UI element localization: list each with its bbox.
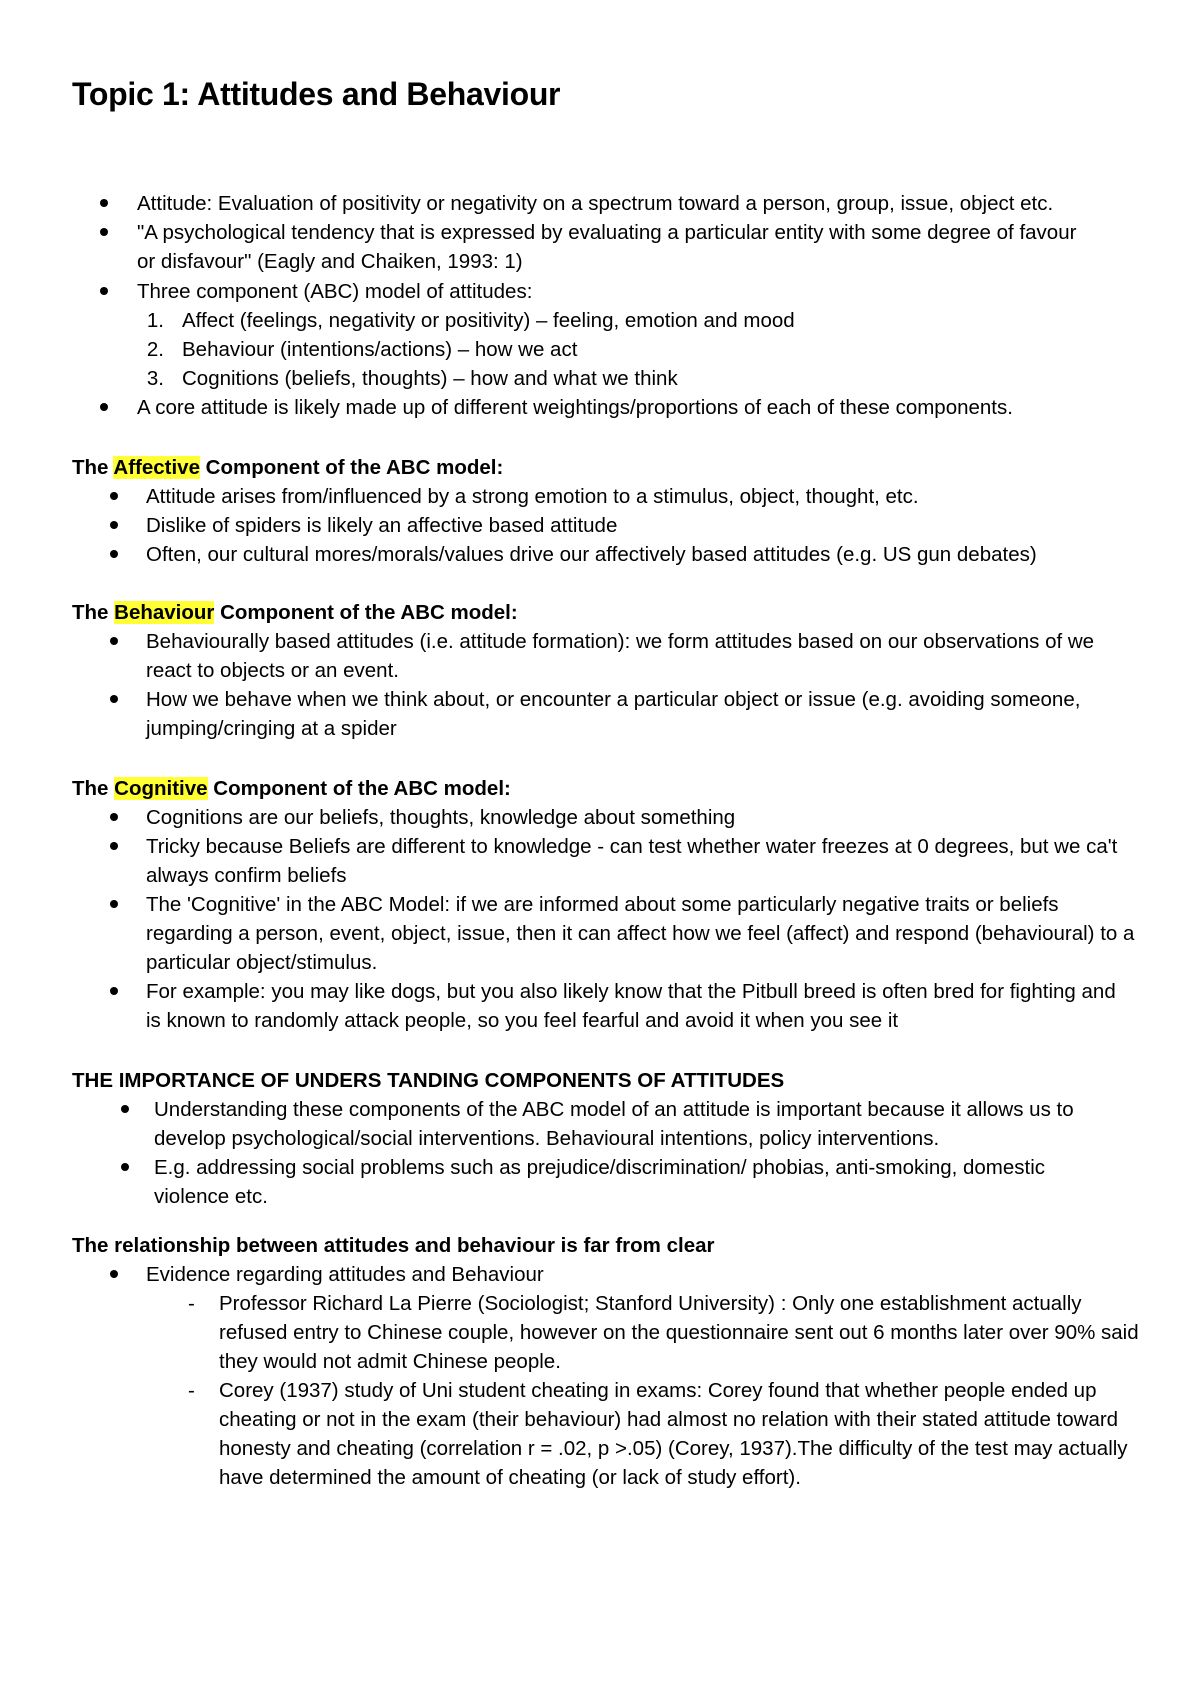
relationship-bullet-1: Evidence regarding attitudes and Behaviour — [146, 1263, 544, 1286]
list-number: 1. — [146, 309, 164, 332]
cognitive-bullet-3: The 'Cognitive' in the ABC Model: if we are informed about some particularly negative traits or beliefs regarding a person, event, object, issue, then it can affect how we feel (affect) and respond (behavioural) to a particular object/stimulus. — [146, 893, 1135, 974]
bullet-icon — [100, 403, 108, 411]
behaviour-bullet-1: Behaviourally based attitudes (i.e. attitude formation): we form attitudes based on our observations of we react to objects or an event. — [146, 630, 1095, 682]
affective-bullet-3: Often, our cultural mores/morals/values drive our affectively based attitudes (e.g. US gun debates) — [146, 543, 1037, 566]
bullet-icon — [110, 900, 118, 908]
dash-marker: - — [188, 1379, 195, 1402]
importance-bullet-1: Understanding these components of the ABC model of an attitude is important because it allows us to develop psychological/social interventions. Behavioural intentions, policy interventions. — [154, 1098, 1074, 1150]
bullet-icon — [110, 492, 118, 500]
cognitive-bullet-4: For example: you may like dogs, but you also likely know that the Pitbull breed is often bred for fighting and is known to randomly attack people, so you feel fearful and avoid it when you see it — [146, 980, 1116, 1032]
section-heading-relationship: The relationship between attitudes and behaviour is far from clear — [72, 1234, 715, 1257]
numbered-item-3: Cognitions (beliefs, thoughts) – how and what we think — [182, 367, 678, 390]
section-heading-importance: THE IMPORTANCE OF UNDERS TANDING COMPONENTS OF ATTITUDES — [72, 1069, 785, 1092]
relationship-subitem-1: Professor Richard La Pierre (Sociologist; Stanford University) : Only one establishment actually refused entry to Chinese couple, however on the questionnaire sent out 6 months later over 90% said they would not admit Chinese people. — [219, 1292, 1139, 1373]
bullet-icon — [110, 637, 118, 645]
relationship-subitem-2: Corey (1937) study of Uni student cheating in exams: Corey found that whether people ended up cheating or not in the exam (their behaviour) had almost no relation with their stated attitude toward honesty and cheating (correlation r = .02, p >.05) (Corey, 1937).The difficulty of the test may actually have determined the amount of cheating (or lack of study effort). — [219, 1379, 1128, 1489]
numbered-item-2: Behaviour (intentions/actions) – how we act — [182, 338, 578, 361]
section-heading-behaviour: The Behaviour Component of the ABC model: — [72, 601, 518, 624]
intro-bullet-4: A core attitude is likely made up of different weightings/proportions of each of these components. — [137, 396, 1013, 419]
highlight-cognitive: Cognitive — [114, 777, 208, 800]
bullet-icon — [100, 287, 108, 295]
highlight-behaviour: Behaviour — [114, 601, 215, 624]
bullet-icon — [110, 695, 118, 703]
bullet-icon — [100, 199, 108, 207]
bullet-icon — [110, 813, 118, 821]
behaviour-bullet-2: How we behave when we think about, or encounter a particular object or issue (e.g. avoiding someone, jumping/cringing at a spider — [146, 688, 1081, 740]
section-heading-cognitive: The Cognitive Component of the ABC model: — [72, 777, 511, 800]
page-title: Topic 1: Attitudes and Behaviour — [72, 76, 561, 112]
bullet-icon — [121, 1105, 129, 1113]
cognitive-bullet-2: Tricky because Beliefs are different to knowledge - can test whether water freezes at 0 degrees, but we ca't always confirm beliefs — [146, 835, 1118, 887]
numbered-item-1: Affect (feelings, negativity or positivity) – feeling, emotion and mood — [182, 309, 795, 332]
bullet-icon — [110, 550, 118, 558]
bullet-icon — [100, 228, 108, 236]
intro-bullet-2: "A psychological tendency that is expressed by evaluating a particular entity with some degree of favour or disfavour" (Eagly and Chaiken, 1993: 1) — [137, 221, 1077, 273]
bullet-icon — [121, 1163, 129, 1171]
list-number: 2. — [146, 338, 164, 361]
intro-bullet-1: Attitude: Evaluation of positivity or negativity on a spectrum toward a person, group, issue, object etc. — [137, 192, 1054, 215]
bullet-icon — [110, 1270, 118, 1278]
bullet-icon — [110, 987, 118, 995]
bullet-icon — [110, 521, 118, 529]
importance-bullet-2: E.g. addressing social problems such as prejudice/discrimination/ phobias, anti-smoking, domestic violence etc. — [154, 1156, 1046, 1208]
intro-bullet-3: Three component (ABC) model of attitudes: — [137, 280, 533, 303]
affective-bullet-1: Attitude arises from/influenced by a strong emotion to a stimulus, object, thought, etc. — [146, 485, 919, 508]
dash-marker: - — [188, 1292, 195, 1315]
affective-bullet-2: Dislike of spiders is likely an affective based attitude — [146, 514, 618, 537]
section-heading-affective: The Affective Component of the ABC model: — [72, 456, 504, 479]
list-number: 3. — [146, 367, 164, 390]
bullet-icon — [110, 842, 118, 850]
cognitive-bullet-1: Cognitions are our beliefs, thoughts, knowledge about something — [146, 806, 736, 829]
highlight-affective: Affective — [113, 456, 200, 479]
